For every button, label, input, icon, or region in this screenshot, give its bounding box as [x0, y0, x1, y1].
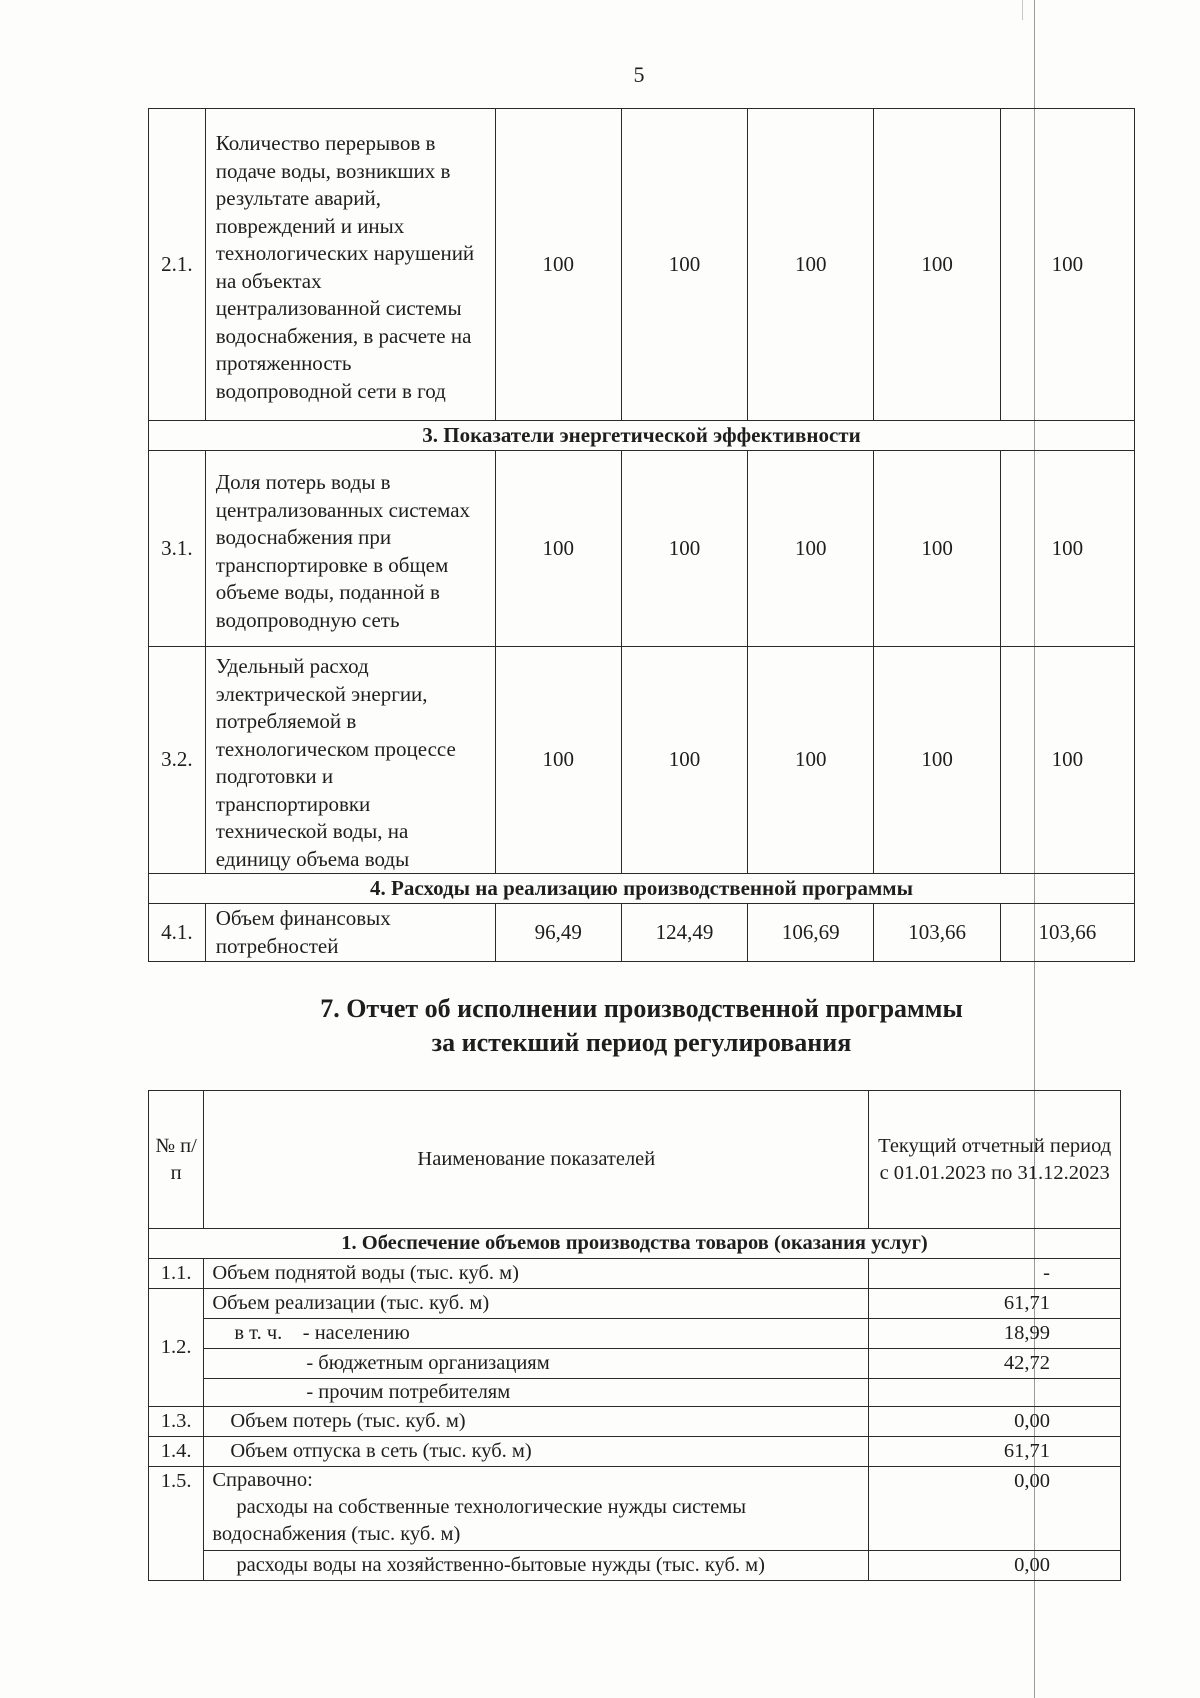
value-cell: 100: [1000, 109, 1134, 421]
value-cell: 100: [1000, 647, 1134, 874]
header-num: № п/п: [149, 1091, 204, 1229]
value-cell: 100: [495, 451, 621, 647]
header-period: Текущий отчетный период с 01.01.2023 по 31.12.2023: [869, 1091, 1121, 1229]
table-row: [149, 1437, 1121, 1467]
section-heading: [148, 992, 1135, 1060]
row-number: 1.4.: [149, 1437, 204, 1467]
section-row: [149, 421, 1135, 451]
row-number: 1.3.: [149, 1407, 204, 1437]
indicator-name: Объем финансовых потребностей: [205, 904, 495, 962]
reference-text: расходы на собственные технологические нужды системы водоснабжения (тыс. куб. м): [212, 1496, 747, 1545]
table-row: [149, 1319, 1121, 1349]
value-cell: 96,49: [495, 904, 621, 962]
indicator-name: - прочим потребителям: [204, 1379, 869, 1407]
value-cell: 100: [748, 647, 874, 874]
header-row: [149, 1091, 1121, 1229]
indicator-name: Удельный расход электрической энергии, потребляемой в технологическом процессе подготовки и транспортировки технической воды, на единицу объема воды: [205, 647, 495, 874]
value-cell: 100: [1000, 451, 1134, 647]
table-row: [149, 1289, 1121, 1319]
section-title: 4. Расходы на реализацию производственной программы: [149, 874, 1135, 904]
value-cell: 100: [495, 647, 621, 874]
table-row: [149, 1467, 1121, 1551]
value-cell: 100: [874, 451, 1000, 647]
indicator-name: в т. ч. - населению: [204, 1319, 869, 1349]
value-cell: 0,00: [869, 1407, 1121, 1437]
value-cell: -: [869, 1259, 1121, 1289]
value-cell: 124,49: [621, 904, 747, 962]
value-cell: 0,00: [869, 1551, 1121, 1581]
value-cell: 0,00: [869, 1467, 1121, 1551]
table-row: [149, 1551, 1121, 1581]
section-row: [149, 874, 1135, 904]
indicator-name: расходы воды на хозяйственно-бытовые нужды (тыс. куб. м): [204, 1551, 869, 1581]
table-row: [149, 109, 1135, 421]
value-cell: [869, 1379, 1121, 1407]
header-name: Наименование показателей: [204, 1091, 869, 1229]
heading-line-1: 7. Отчет об исполнении производственной программы: [320, 994, 963, 1023]
value-cell: 61,71: [869, 1289, 1121, 1319]
scan-edge-line: [1022, 0, 1023, 20]
row-number: 1.1.: [149, 1259, 204, 1289]
indicator-name: - бюджетным организациям: [204, 1349, 869, 1379]
indicator-name: Объем потерь (тыс. куб. м): [204, 1407, 869, 1437]
heading-line-2: за истекший период регулирования: [431, 1028, 852, 1057]
value-cell: 103,66: [874, 904, 1000, 962]
row-number: 2.1.: [149, 109, 206, 421]
report-table: [148, 1090, 1121, 1581]
table-row: [149, 904, 1135, 962]
table-row: [149, 647, 1135, 874]
page-number: 5: [633, 62, 645, 87]
value-cell: 100: [621, 647, 747, 874]
indicator-name: Количество перерывов в подаче воды, возникших в результате аварий, повреждений и иных технологических нарушений на объектах централизованной системы водоснабжения, в расчете на протяженность водопроводной сети в год: [205, 109, 495, 421]
reference-label: Справочно:: [212, 1469, 313, 1491]
row-number: 1.2.: [149, 1289, 204, 1407]
table-row: [149, 1407, 1121, 1437]
row-number: 1.5.: [149, 1467, 204, 1581]
value-cell: 42,72: [869, 1349, 1121, 1379]
value-cell: 18,99: [869, 1319, 1121, 1349]
value-cell: 100: [495, 109, 621, 421]
value-cell: 100: [621, 109, 747, 421]
indicator-name: Доля потерь воды в централизованных системах водоснабжения при транспортировке в общем объеме воды, поданной в водопроводную сеть: [205, 451, 495, 647]
indicator-name: Объем поднятой воды (тыс. куб. м): [204, 1259, 869, 1289]
indicator-name: Объем отпуска в сеть (тыс. куб. м): [204, 1437, 869, 1467]
table-row: [149, 1259, 1121, 1289]
section-row: [149, 1229, 1121, 1259]
value-cell: 106,69: [748, 904, 874, 962]
indicator-name: Объем реализации (тыс. куб. м): [204, 1289, 869, 1319]
row-number: 3.2.: [149, 647, 206, 874]
value-cell: 100: [621, 451, 747, 647]
value-cell: 100: [874, 109, 1000, 421]
table-row: [149, 1379, 1121, 1407]
value-cell: 100: [748, 109, 874, 421]
value-cell: 61,71: [869, 1437, 1121, 1467]
section-title: 1. Обеспечение объемов производства товаров (оказания услуг): [149, 1229, 1121, 1259]
value-cell: 100: [748, 451, 874, 647]
table-row: [149, 1349, 1121, 1379]
value-cell: 100: [874, 647, 1000, 874]
table-row: [149, 451, 1135, 647]
section-title: 3. Показатели энергетической эффективности: [149, 421, 1135, 451]
row-number: 4.1.: [149, 904, 206, 962]
row-number: 3.1.: [149, 451, 206, 647]
indicators-table: [148, 108, 1135, 962]
indicator-name: [204, 1467, 869, 1551]
value-cell: 103,66: [1000, 904, 1134, 962]
